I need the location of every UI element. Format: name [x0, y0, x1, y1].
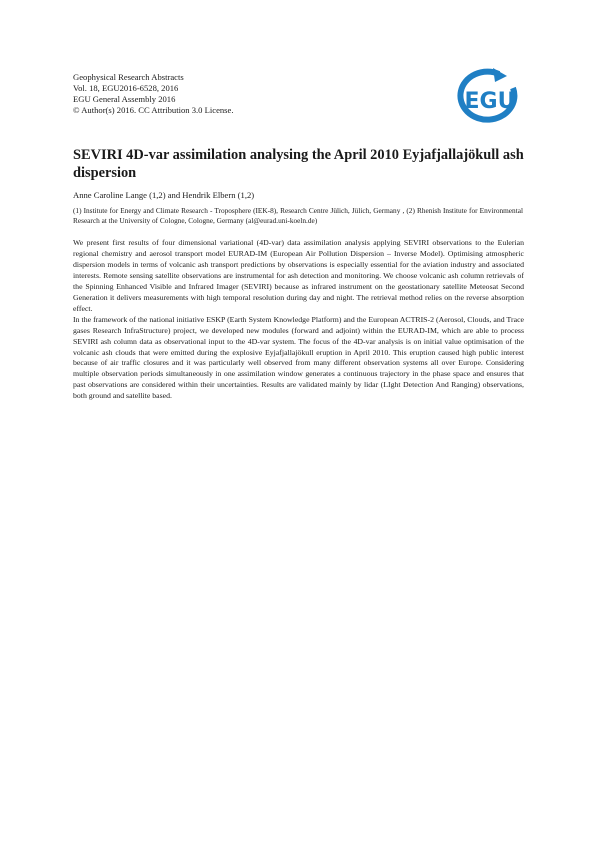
journal-name: Geophysical Research Abstracts: [73, 72, 184, 82]
assembly-name: EGU General Assembly 2016: [73, 94, 176, 104]
volume-info: Vol. 18, EGU2016-6528, 2016: [73, 83, 179, 93]
paper-title: SEVIRI 4D-var assimilation analysing the April 2010 Eyjafjallajökull ash dispersion: [73, 147, 524, 181]
affiliations: (1) Institute for Energy and Climate Research - Troposphere (IEK-8), Research Centre Jülich, Jülich, Germany , (2) Rhenish Institute for Environmental Research at the University of Cologne, Cologne, Germany (al@eurad.uni-koeln.de): [73, 206, 523, 225]
author-list: Anne Caroline Lange (1,2) and Hendrik Elbern (1,2): [73, 190, 255, 200]
egu-logo: [455, 68, 527, 124]
copyright-notice: © Author(s) 2016. CC Attribution 3.0 License.: [73, 105, 234, 115]
publication-header: [73, 72, 373, 116]
egu-logo-text: EGU: [464, 89, 516, 114]
abstract-paragraph: We present first results of four dimensional variational (4D-var) data assimilation analysis applying SEVIRI observations to the Eulerian regional chemistry and aerosol transport model EURAD-IM (European Air Pollution Dispersion – Inverse Model). Optimising atmospheric dispersion models in terms of volcanic ash transport predictions by observations is especially essential for the aviation industry and associated interests. Remote sensing satellite observations are instrumental for ash detection and monitoring. We choose volcanic ash column retrievals of the Spinning Enhanced Visible and Infrared Imager (SEVIRI) because as infrared instrument on the geostationary satellite Meteosat Second Generation it delivers measurements with high temporal resolution during day and night. The retrieval method relies on the reverse absorption effect.: [73, 238, 524, 313]
abstract-body: [73, 238, 524, 402]
egu-logo-arrowhead: [493, 68, 507, 82]
abstract-paragraph: In the framework of the national initiative ESKP (Earth System Knowledge Platform) and the European ACTRIS-2 (Aerosol, Clouds, and Trace gases Research InfraStructure) project, we developed new modules (forward and adjoint) within the EURAD-IM, which are able to process SEVIRI ash column data as observational input to the 4D-var system. The focus of the 4D-var analysis is on initial value optimisation of the volcanic ash clouds that were emitted during the explosive Eyjafjallajökull eruption in April 2010. This eruption caused high public interest because of air traffic closures and it was particularly well observed from many different observation systems all over Europe. Considering multiple observation periods simultaneously in one assimilation window generates a continuous trajectory in the phase space and ensures that past observations are considered within their uncertainties. Results are validated mainly by lidar (LIght Detection And Ranging) observations, both ground and satellite based.: [73, 314, 524, 401]
